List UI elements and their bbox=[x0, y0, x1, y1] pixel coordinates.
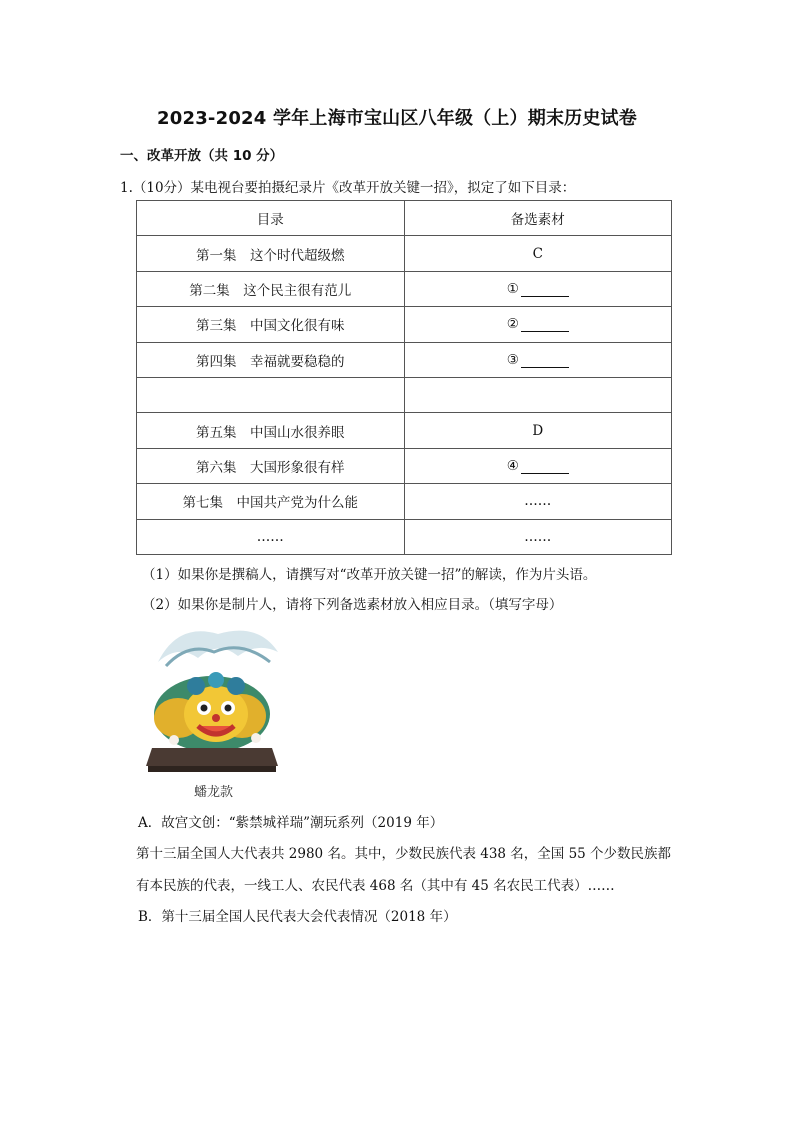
material-cell bbox=[404, 519, 672, 554]
directory-cell: 第四集 幸福就要稳稳的 bbox=[137, 342, 405, 377]
directory-cell: 第二集 这个民主很有范儿 bbox=[137, 271, 405, 306]
table-row bbox=[137, 236, 672, 271]
table-header-row bbox=[137, 201, 672, 236]
paragraph-line-1: 第十三届全国人大代表共 2980 名。其中，少数民族代表 438 名，全国 55 个少数民族都 bbox=[136, 846, 672, 862]
material-label: ② bbox=[506, 316, 519, 333]
page-title: 2023-2024 学年上海市宝山区八年级（上）期末历史试卷 bbox=[157, 108, 637, 129]
sub-question-2: （2）如果你是制片人，请将下列备选素材放入相应目录。（填写字母） bbox=[142, 597, 563, 613]
directory-cell: 第六集 大国形象很有样 bbox=[137, 448, 405, 483]
sub-question-1: （1）如果你是撰稿人，请撰写对“改革开放关键一招”的解读，作为片头语。 bbox=[142, 567, 597, 583]
material-cell bbox=[404, 271, 672, 306]
material-label: C bbox=[532, 245, 543, 262]
directory-cell: 第五集 中国山水很养眼 bbox=[137, 413, 405, 448]
directory-cell: 第七集 中国共产党为什么能 bbox=[137, 484, 405, 519]
table-row bbox=[137, 484, 672, 519]
directory-cell: …… bbox=[137, 519, 405, 554]
table-row bbox=[137, 307, 672, 342]
material-cell bbox=[404, 448, 672, 483]
paragraph-line-2: 有本民族的代表，一线工人、农民代表 468 名（其中有 45 名农民工代表）…… bbox=[136, 878, 615, 894]
directory-table bbox=[136, 200, 672, 555]
material-cell bbox=[404, 342, 672, 377]
material-cell bbox=[404, 413, 672, 448]
answer-blank[interactable] bbox=[521, 459, 569, 474]
option-b: B．第十三届全国人民代表大会代表情况（2018 年） bbox=[138, 909, 457, 925]
material-cell bbox=[404, 377, 672, 412]
table-row bbox=[137, 271, 672, 306]
directory-cell: 第一集 这个时代超级燃 bbox=[137, 236, 405, 271]
figure-caption: 蟠龙款 bbox=[194, 785, 234, 800]
material-label: ④ bbox=[506, 457, 519, 474]
table-row bbox=[137, 519, 672, 554]
material-label: …… bbox=[524, 493, 552, 510]
header-material: 备选素材 bbox=[404, 201, 672, 236]
table-row bbox=[137, 413, 672, 448]
dragon-figurine-image bbox=[138, 622, 286, 802]
material-label: …… bbox=[524, 528, 552, 545]
material-cell bbox=[404, 307, 672, 342]
material-label: ③ bbox=[506, 351, 519, 368]
directory-cell: 第三集 中国文化很有味 bbox=[137, 307, 405, 342]
material-cell bbox=[404, 236, 672, 271]
table-row bbox=[137, 377, 672, 412]
section-heading: 一、改革开放（共 10 分） bbox=[120, 148, 284, 164]
answer-blank[interactable] bbox=[521, 317, 569, 332]
option-a: A．故宫文创：“紫禁城祥瑞”潮玩系列（2019 年） bbox=[138, 815, 444, 831]
question-stem: 1.（10分）某电视台要拍摄纪录片《改革开放关键一招》，拟定了如下目录： bbox=[120, 180, 576, 196]
table-row bbox=[137, 342, 672, 377]
material-cell bbox=[404, 484, 672, 519]
answer-blank[interactable] bbox=[521, 282, 569, 297]
answer-blank[interactable] bbox=[521, 353, 569, 368]
header-directory: 目录 bbox=[137, 201, 405, 236]
directory-cell bbox=[137, 377, 405, 412]
material-label: ① bbox=[506, 280, 519, 297]
table-row bbox=[137, 448, 672, 483]
material-label: D bbox=[532, 422, 544, 439]
